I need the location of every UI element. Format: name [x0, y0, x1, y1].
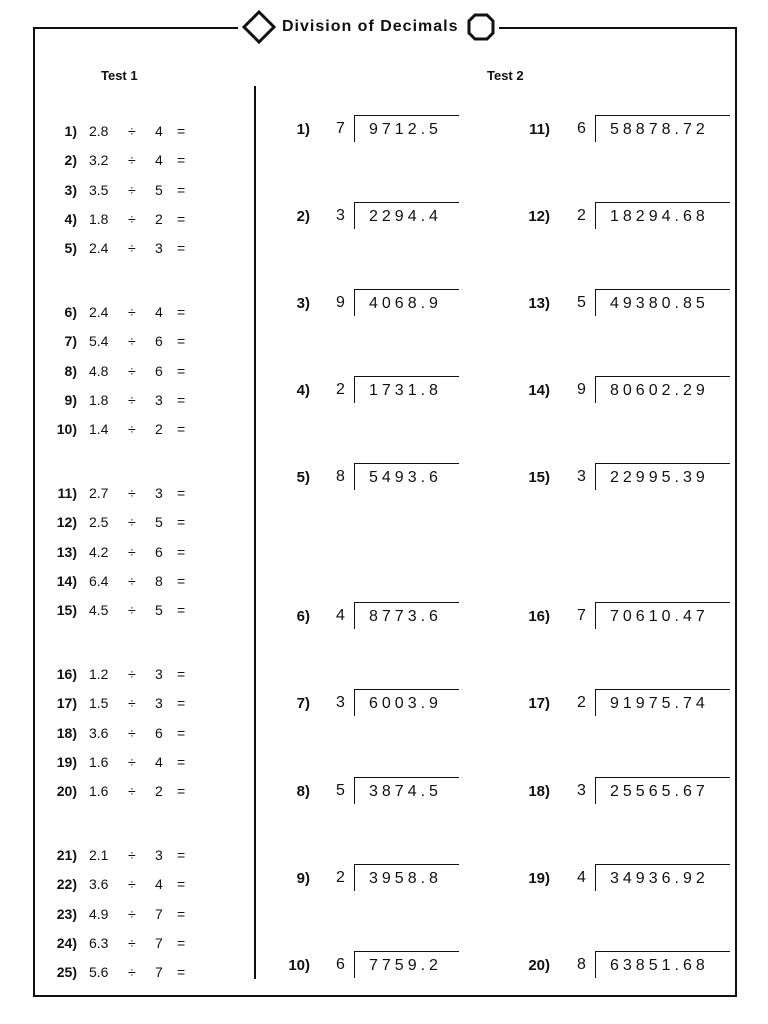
division-bracket	[354, 864, 459, 891]
problem-number: 25)	[56, 964, 77, 980]
problem-operand-a: 1.6	[89, 783, 109, 799]
problem-number: 17)	[56, 695, 77, 711]
problem-operand-b: 6	[155, 363, 163, 379]
divide-symbol: ÷	[128, 485, 136, 501]
divide-symbol: ÷	[128, 240, 136, 256]
worksheet-title-bar	[238, 10, 499, 44]
problem-operand-a: 1.2	[89, 666, 109, 682]
problem-number-wrap	[40, 904, 77, 924]
problem-operand-b: 2	[155, 211, 163, 227]
division-bracket	[595, 689, 730, 716]
problem-number-wrap	[40, 600, 77, 620]
test1-problem-row	[0, 904, 250, 924]
problem-number: 2)	[296, 208, 310, 225]
problem-operand-b: 4	[155, 123, 163, 139]
equals-symbol: =	[177, 573, 186, 589]
dividend: 49380.85	[610, 295, 709, 312]
test1-problem-row	[0, 664, 250, 684]
test1-problem-row	[0, 845, 250, 865]
diamond-icon	[242, 10, 276, 44]
problem-number-wrap	[40, 331, 77, 351]
problem-operand-a: 2.4	[89, 240, 109, 256]
problem-number: 7)	[64, 333, 77, 349]
equals-symbol: =	[177, 666, 186, 682]
problem-operand-a: 2.5	[89, 514, 109, 530]
divisor: 8	[577, 956, 586, 973]
problem-operand-b: 5	[155, 182, 163, 198]
division-bracket	[354, 463, 459, 490]
divide-symbol: ÷	[128, 964, 136, 980]
problem-operand-b: 2	[155, 421, 163, 437]
divisor: 4	[336, 607, 345, 624]
dividend: 5493.6	[369, 469, 442, 486]
test1-problem-row	[0, 781, 250, 801]
division-bracket	[354, 115, 459, 142]
dividend: 2294.4	[369, 208, 442, 225]
test1-problem-row	[0, 571, 250, 591]
divide-symbol: ÷	[128, 211, 136, 227]
division-bracket	[354, 376, 459, 403]
problem-number: 18)	[528, 783, 550, 800]
equals-symbol: =	[177, 847, 186, 863]
problem-number-wrap	[40, 390, 77, 410]
test1-problem-row	[0, 483, 250, 503]
problem-number: 1)	[64, 123, 77, 139]
divide-symbol: ÷	[128, 544, 136, 560]
test1-problem-row	[0, 180, 250, 200]
problem-number: 24)	[56, 935, 77, 951]
divisor: 8	[336, 468, 345, 485]
test1-problem-row	[0, 542, 250, 562]
problem-number: 4)	[296, 382, 310, 399]
divisor: 9	[336, 294, 345, 311]
divide-symbol: ÷	[128, 514, 136, 530]
divide-symbol: ÷	[128, 421, 136, 437]
divide-symbol: ÷	[128, 152, 136, 168]
equals-symbol: =	[177, 363, 186, 379]
problem-number: 6)	[296, 608, 310, 625]
problem-operand-a: 6.3	[89, 935, 109, 951]
division-bracket	[595, 289, 730, 316]
dividend: 25565.67	[610, 783, 709, 800]
problem-operand-b: 6	[155, 333, 163, 349]
problem-number: 4)	[64, 211, 77, 227]
test1-problem-row	[0, 331, 250, 351]
problem-operand-a: 4.5	[89, 602, 109, 618]
problem-number: 20)	[528, 957, 550, 974]
dividend: 9712.5	[369, 121, 442, 138]
divide-symbol: ÷	[128, 573, 136, 589]
problem-number-wrap	[40, 483, 77, 503]
dividend: 22995.39	[610, 469, 709, 486]
test1-problem-row	[0, 150, 250, 170]
problem-operand-b: 3	[155, 695, 163, 711]
divide-symbol: ÷	[128, 363, 136, 379]
problem-operand-b: 2	[155, 783, 163, 799]
problem-number: 12)	[56, 514, 77, 530]
divisor: 7	[336, 120, 345, 137]
dividend: 1731.8	[369, 382, 442, 399]
problem-number-wrap	[40, 571, 77, 591]
divide-symbol: ÷	[128, 182, 136, 198]
equals-symbol: =	[177, 935, 186, 951]
problem-number: 9)	[64, 392, 77, 408]
division-bracket	[354, 951, 459, 978]
division-bracket	[595, 202, 730, 229]
problem-operand-b: 6	[155, 725, 163, 741]
test1-problem-row	[0, 933, 250, 953]
problem-number: 8)	[296, 783, 310, 800]
dividend: 6003.9	[369, 695, 442, 712]
test1-problem-row	[0, 361, 250, 381]
problem-number-wrap	[40, 512, 77, 532]
problem-operand-a: 6.4	[89, 573, 109, 589]
test1-problem-row	[0, 752, 250, 772]
problem-operand-a: 4.9	[89, 906, 109, 922]
divide-symbol: ÷	[128, 725, 136, 741]
divisor: 3	[336, 694, 345, 711]
divisor: 2	[577, 207, 586, 224]
dividend: 91975.74	[610, 695, 709, 712]
divide-symbol: ÷	[128, 754, 136, 770]
dividend: 18294.68	[610, 208, 709, 225]
division-bracket	[595, 115, 730, 142]
problem-number: 21)	[56, 847, 77, 863]
problem-number: 10)	[56, 421, 77, 437]
equals-symbol: =	[177, 602, 186, 618]
problem-operand-b: 5	[155, 514, 163, 530]
problem-operand-a: 1.5	[89, 695, 109, 711]
problem-operand-a: 1.4	[89, 421, 109, 437]
problem-number: 14)	[528, 382, 550, 399]
test1-problem-row	[0, 962, 250, 982]
problem-operand-b: 3	[155, 485, 163, 501]
problem-number: 16)	[528, 608, 550, 625]
division-bracket	[354, 777, 459, 804]
dividend: 70610.47	[610, 608, 709, 625]
divide-symbol: ÷	[128, 392, 136, 408]
divide-symbol: ÷	[128, 847, 136, 863]
problem-operand-a: 2.7	[89, 485, 109, 501]
division-bracket	[595, 463, 730, 490]
divisor: 5	[577, 294, 586, 311]
problem-number: 12)	[528, 208, 550, 225]
equals-symbol: =	[177, 240, 186, 256]
equals-symbol: =	[177, 964, 186, 980]
problem-operand-b: 7	[155, 964, 163, 980]
division-bracket	[354, 602, 459, 629]
problem-operand-a: 5.6	[89, 964, 109, 980]
problem-number-wrap	[40, 121, 77, 141]
division-bracket	[595, 777, 730, 804]
equals-symbol: =	[177, 304, 186, 320]
dividend: 3874.5	[369, 783, 442, 800]
division-bracket	[354, 689, 459, 716]
problem-operand-b: 6	[155, 544, 163, 560]
dividend: 34936.92	[610, 870, 709, 887]
problem-number: 11)	[529, 121, 550, 138]
divisor: 6	[577, 120, 586, 137]
dividend: 8773.6	[369, 608, 442, 625]
test1-problem-row	[0, 874, 250, 894]
problem-number-wrap	[40, 238, 77, 258]
test1-problem-row	[0, 723, 250, 743]
division-bracket	[354, 289, 459, 316]
problem-operand-b: 3	[155, 240, 163, 256]
problem-number: 3)	[64, 182, 77, 198]
divide-symbol: ÷	[128, 695, 136, 711]
divisor: 6	[336, 956, 345, 973]
problem-operand-b: 7	[155, 906, 163, 922]
equals-symbol: =	[177, 211, 186, 227]
problem-number: 19)	[528, 870, 550, 887]
problem-operand-b: 4	[155, 876, 163, 892]
problem-number: 18)	[56, 725, 77, 741]
dividend: 58878.72	[610, 121, 709, 138]
problem-operand-a: 1.6	[89, 754, 109, 770]
problem-number: 9)	[296, 870, 310, 887]
equals-symbol: =	[177, 876, 186, 892]
problem-number-wrap	[40, 693, 77, 713]
problem-number: 20)	[56, 783, 77, 799]
problem-operand-b: 5	[155, 602, 163, 618]
problem-operand-a: 2.4	[89, 304, 109, 320]
problem-number: 5)	[64, 240, 77, 256]
problem-number: 17)	[528, 695, 550, 712]
test1-problem-row	[0, 302, 250, 322]
problem-operand-b: 3	[155, 666, 163, 682]
problem-number-wrap	[40, 209, 77, 229]
problem-operand-a: 1.8	[89, 211, 109, 227]
equals-symbol: =	[177, 333, 186, 349]
equals-symbol: =	[177, 906, 186, 922]
problem-operand-b: 4	[155, 304, 163, 320]
equals-symbol: =	[177, 544, 186, 560]
divisor: 9	[577, 381, 586, 398]
problem-operand-a: 4.8	[89, 363, 109, 379]
equals-symbol: =	[177, 152, 186, 168]
problem-number: 7)	[296, 695, 310, 712]
octagon-icon	[467, 13, 495, 41]
dividend: 3958.8	[369, 870, 442, 887]
divisor: 3	[336, 207, 345, 224]
divisor: 7	[577, 607, 586, 624]
dividend: 7759.2	[369, 957, 442, 974]
problem-number-wrap	[40, 664, 77, 684]
test1-heading: Test 1	[101, 68, 138, 83]
problem-number: 15)	[56, 602, 77, 618]
problem-number: 3)	[296, 295, 310, 312]
problem-operand-a: 3.6	[89, 725, 109, 741]
dividend: 4068.9	[369, 295, 442, 312]
divide-symbol: ÷	[128, 123, 136, 139]
problem-number-wrap	[40, 933, 77, 953]
problem-number: 23)	[56, 906, 77, 922]
worksheet-title: Division of Decimals	[282, 18, 459, 35]
problem-number: 13)	[56, 544, 77, 560]
problem-number-wrap	[40, 845, 77, 865]
divisor: 2	[336, 381, 345, 398]
division-bracket	[595, 602, 730, 629]
equals-symbol: =	[177, 783, 186, 799]
problem-number-wrap	[40, 781, 77, 801]
problem-number: 19)	[56, 754, 77, 770]
equals-symbol: =	[177, 514, 186, 530]
problem-operand-b: 3	[155, 847, 163, 863]
problem-operand-b: 8	[155, 573, 163, 589]
divisor: 2	[336, 869, 345, 886]
equals-symbol: =	[177, 485, 186, 501]
problem-operand-b: 4	[155, 754, 163, 770]
divide-symbol: ÷	[128, 602, 136, 618]
division-bracket	[595, 376, 730, 403]
problem-number: 1)	[296, 121, 310, 138]
problem-number: 8)	[64, 363, 77, 379]
divide-symbol: ÷	[128, 783, 136, 799]
test1-problem-row	[0, 121, 250, 141]
problem-number: 14)	[56, 573, 77, 589]
test2-heading: Test 2	[487, 68, 524, 83]
problem-operand-a: 2.1	[89, 847, 109, 863]
test1-problem-row	[0, 600, 250, 620]
test1-problem-row	[0, 419, 250, 439]
problem-number: 5)	[296, 469, 310, 486]
divide-symbol: ÷	[128, 666, 136, 682]
divisor: 5	[336, 782, 345, 799]
equals-symbol: =	[177, 182, 186, 198]
test1-problem-row	[0, 512, 250, 532]
problem-operand-a: 5.4	[89, 333, 109, 349]
problem-operand-a: 4.2	[89, 544, 109, 560]
problem-number-wrap	[40, 723, 77, 743]
problem-operand-a: 2.8	[89, 123, 109, 139]
problem-number-wrap	[40, 361, 77, 381]
divisor: 3	[577, 782, 586, 799]
test1-problem-row	[0, 693, 250, 713]
column-divider	[254, 86, 256, 979]
equals-symbol: =	[177, 725, 186, 741]
divisor: 3	[577, 468, 586, 485]
problem-number-wrap	[40, 752, 77, 772]
problem-number: 11)	[57, 485, 77, 501]
test1-problem-row	[0, 390, 250, 410]
problem-number: 22)	[56, 876, 77, 892]
equals-symbol: =	[177, 421, 186, 437]
test1-problem-row	[0, 238, 250, 258]
problem-number: 13)	[528, 295, 550, 312]
dividend: 63851.68	[610, 957, 709, 974]
problem-number-wrap	[40, 419, 77, 439]
problem-number-wrap	[40, 542, 77, 562]
equals-symbol: =	[177, 123, 186, 139]
division-bracket	[354, 202, 459, 229]
divide-symbol: ÷	[128, 876, 136, 892]
dividend: 80602.29	[610, 382, 709, 399]
problem-number: 6)	[64, 304, 77, 320]
divisor: 2	[577, 694, 586, 711]
problem-number-wrap	[40, 150, 77, 170]
divide-symbol: ÷	[128, 304, 136, 320]
test1-problem-row	[0, 209, 250, 229]
equals-symbol: =	[177, 695, 186, 711]
problem-operand-a: 1.8	[89, 392, 109, 408]
problem-operand-b: 4	[155, 152, 163, 168]
equals-symbol: =	[177, 754, 186, 770]
problem-number-wrap	[40, 874, 77, 894]
division-bracket	[595, 864, 730, 891]
problem-number: 2)	[64, 152, 77, 168]
problem-operand-b: 3	[155, 392, 163, 408]
problem-number: 10)	[288, 957, 310, 974]
divide-symbol: ÷	[128, 906, 136, 922]
problem-number-wrap	[40, 302, 77, 322]
problem-number: 15)	[528, 469, 550, 486]
divide-symbol: ÷	[128, 333, 136, 349]
problem-operand-a: 3.6	[89, 876, 109, 892]
problem-number: 16)	[56, 666, 77, 682]
divide-symbol: ÷	[128, 935, 136, 951]
problem-number-wrap	[40, 962, 77, 982]
divisor: 4	[577, 869, 586, 886]
division-bracket	[595, 951, 730, 978]
problem-operand-a: 3.2	[89, 152, 109, 168]
problem-operand-b: 7	[155, 935, 163, 951]
problem-number-wrap	[40, 180, 77, 200]
equals-symbol: =	[177, 392, 186, 408]
problem-operand-a: 3.5	[89, 182, 109, 198]
